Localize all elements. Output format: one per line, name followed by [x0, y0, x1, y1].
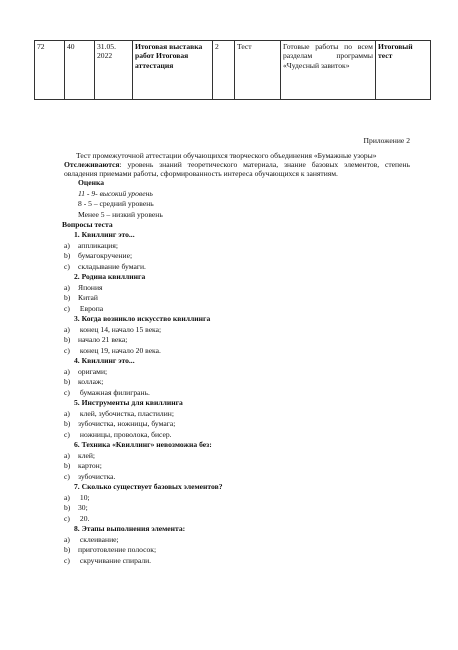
option-letter: c) [64, 345, 70, 355]
answer-option [64, 367, 410, 378]
answer-option [64, 325, 410, 336]
answer-option [64, 535, 410, 546]
option-letter: b) [64, 335, 71, 345]
answer-option [64, 251, 410, 262]
answer-option [64, 293, 410, 304]
option-text: 30; [78, 503, 88, 513]
assess-label: Отслеживаются [64, 160, 120, 170]
answer-option [64, 283, 410, 294]
option-text: коллаж; [78, 377, 104, 387]
option-letter: c) [64, 555, 70, 565]
assess-paragraph [64, 160, 410, 178]
question-6: 6. Техника «Квиллинг» невозможна без: [74, 440, 212, 450]
activity-cell: Готовые работы по всем разделам программы «Чудесный завиток» [281, 41, 376, 100]
hours-cell: 2 [213, 41, 235, 100]
option-text: 20. [78, 513, 90, 523]
grade-high [64, 189, 410, 199]
answer-option [64, 451, 410, 462]
option-letter: b) [64, 419, 71, 429]
answer-option [64, 262, 410, 273]
option-letter: b) [64, 377, 71, 387]
option-letter: c) [64, 303, 70, 313]
option-letter: c) [64, 387, 70, 397]
question-7: 7. Сколько существует базовых элементов? [74, 482, 223, 492]
option-letter: a) [64, 450, 70, 460]
option-letter: b) [64, 545, 71, 555]
option-text: оригами; [78, 366, 108, 376]
answer-option [64, 503, 410, 514]
grade-title: Оценка [78, 178, 105, 188]
option-text: клей, зубочистка, пластилин; [78, 408, 174, 418]
answer-option [64, 493, 410, 504]
option-text: зубочистка, ножницы, бумага; [78, 419, 176, 429]
option-text: зубочистка. [78, 471, 116, 481]
answer-option [64, 461, 410, 472]
option-letter: a) [64, 534, 70, 544]
question-2: 2. Родина квиллинга [74, 272, 146, 282]
option-text: Китай [78, 293, 98, 303]
lesson-plan-table [34, 40, 431, 100]
answer-option [64, 241, 410, 252]
option-text: 10; [78, 492, 90, 502]
answer-option [64, 346, 410, 357]
option-text: складывание бумаги. [78, 261, 146, 271]
intro-paragraph: Тест промежуточной аттестации обучающихся творческого объединения «Бумажные узоры» [76, 151, 377, 160]
answer-option [64, 514, 410, 525]
row-number-cell: 72 [35, 41, 65, 100]
option-text: клей; [78, 450, 96, 460]
option-text: конец 19, начало 20 века. [78, 345, 161, 355]
date-cell: 31.05. 2022 [95, 41, 133, 100]
option-letter: b) [64, 461, 71, 471]
option-letter: a) [64, 324, 70, 334]
test-content [64, 151, 410, 566]
answer-option [64, 377, 410, 388]
answer-option [64, 556, 410, 567]
option-letter: c) [64, 471, 70, 481]
option-letter: а) [64, 240, 70, 250]
option-letter: c) [64, 261, 70, 271]
grade-high-text: 11 - 9- высокий уровень [78, 188, 153, 198]
answer-option [64, 409, 410, 420]
option-text: начало 21 века; [78, 335, 128, 345]
answer-option [64, 388, 410, 399]
questions-list [64, 230, 410, 566]
appendix-label: Приложение 2 [363, 136, 410, 145]
hours-total-cell: 40 [65, 41, 95, 100]
option-text: скручивание спирали. [78, 555, 152, 565]
option-letter: a) [64, 408, 70, 418]
option-text: бумажная филигрань. [78, 387, 150, 397]
option-text: конец 14, начало 15 века; [78, 324, 162, 334]
option-text: Япония [78, 282, 103, 292]
grade-low: Менее 5 – низкий уровень [78, 209, 163, 219]
option-text: склеивание; [78, 534, 119, 544]
option-text: приготовление полосок; [78, 545, 157, 555]
question-5: 5. Инструменты для квиллинга [74, 398, 183, 408]
questions-title: Вопросы теста [62, 219, 113, 229]
answer-option [64, 304, 410, 315]
option-text: аппликация; [78, 240, 118, 250]
answer-option [64, 419, 410, 430]
option-letter: c) [64, 429, 70, 439]
answer-option [64, 545, 410, 556]
assess-text: : уровень знаний теоретического материала, знание базовых элементов, степень овладения приемами работы, сформированность интереса обучающихся к занятиям. [64, 160, 410, 179]
answer-option [64, 335, 410, 346]
option-letter: b) [64, 293, 71, 303]
option-letter: a) [64, 282, 70, 292]
question-4: 4. Квиллинг это... [74, 356, 135, 366]
option-text: картон; [78, 461, 102, 471]
question-3: 3. Когда возникло искусство квиллинга [74, 314, 211, 324]
option-letter: a) [64, 366, 70, 376]
question-1: 1. Квиллинг это... [74, 230, 135, 240]
option-letter: c) [64, 513, 70, 523]
answer-option [64, 472, 410, 483]
grade-mid: 8 - 5 – средний уровень [78, 199, 154, 209]
topic-cell: Итоговая выставка работ Итоговая аттестация [133, 41, 213, 100]
question-8: 8. Этапы выполнения элемента: [74, 524, 186, 534]
control-cell: Итоговый тест [376, 41, 431, 100]
option-text: Европа [78, 303, 104, 313]
option-text: бумагокручение; [78, 251, 133, 261]
option-text: ножницы, проволока, бисер. [78, 429, 172, 439]
option-letter: b) [64, 251, 71, 261]
option-letter: a) [64, 492, 70, 502]
option-letter: b) [64, 503, 71, 513]
table-row [35, 41, 431, 100]
answer-option [64, 430, 410, 441]
form-cell: Тест [235, 41, 281, 100]
